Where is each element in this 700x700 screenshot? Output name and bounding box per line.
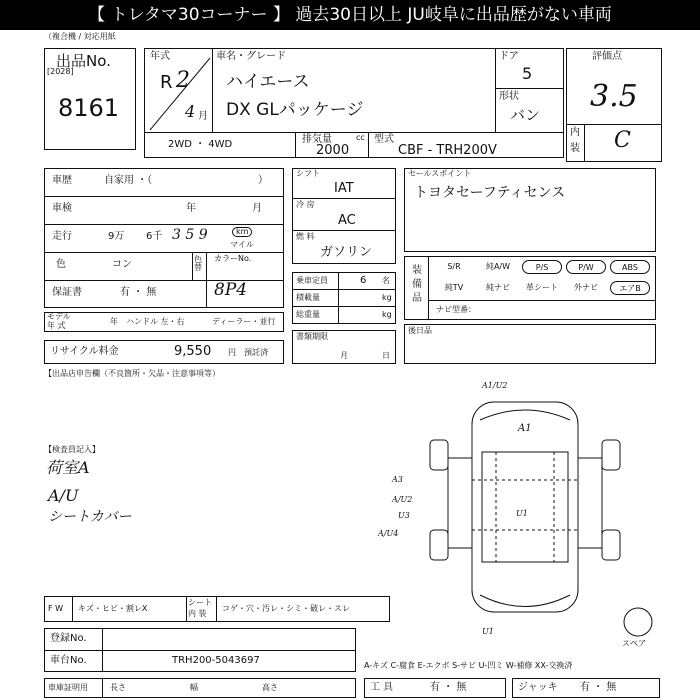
cert-box xyxy=(44,678,356,698)
interior-value: C xyxy=(614,128,631,153)
warranty-value: 有 ・ 無 xyxy=(120,287,157,298)
diagram-mark-7: U1 xyxy=(516,509,528,518)
tools-label: 工 具 xyxy=(370,682,394,693)
mileage-man: 9万 xyxy=(108,231,125,242)
inspector-line-2: A/U xyxy=(48,486,79,505)
jack-value: 有 ・ 無 xyxy=(580,682,617,693)
equipment-item: 純A/W xyxy=(485,262,511,271)
score-value: 3.5 xyxy=(590,79,638,114)
load-label: 積載量 xyxy=(296,293,320,302)
inspection-year: 年 xyxy=(186,203,196,214)
cert-length: 長さ xyxy=(110,683,126,692)
shape-label: 形状 xyxy=(499,91,519,102)
diagram-mark-6: A/U4 xyxy=(378,529,399,538)
recycle-unit: 円 xyxy=(228,348,236,357)
chassis-value: TRH200-5043697 xyxy=(172,655,260,666)
mileage-unit-km: km xyxy=(232,227,252,237)
fuel-value: ガソリン xyxy=(320,245,373,260)
color-no-label: カラーNo. xyxy=(214,254,252,263)
after-item-label: 後日品 xyxy=(408,326,432,335)
left-front-wheel xyxy=(430,440,448,470)
diagram-mark-4: A/U2 xyxy=(392,495,413,504)
after-item-box xyxy=(404,324,656,364)
front-bumper-line xyxy=(480,410,570,420)
cert-height: 高さ xyxy=(262,683,278,692)
car-cabin-outline xyxy=(482,452,568,562)
weight-label: 総重量 xyxy=(296,310,320,319)
chassis-label: 車台No. xyxy=(50,655,87,666)
displacement-value: 2000 xyxy=(316,143,350,158)
model-line-year: 年 xyxy=(110,317,118,326)
drive-value: 2WD ・ 4WD xyxy=(168,139,233,150)
seat-value: コゲ・穴・汚レ・シミ・破レ・スレ xyxy=(222,604,350,613)
car-grade: DX GLパッケージ xyxy=(226,100,364,120)
reg-no-label: 登録No. xyxy=(50,633,87,644)
recycle-value: 9,550 xyxy=(174,344,212,359)
mileage-label: 走行 xyxy=(52,231,72,242)
ac-label: 冷 房 xyxy=(296,200,315,209)
history-value: 自家用 ・（ xyxy=(104,175,153,186)
tools-value: 有 ・ 無 xyxy=(430,682,467,693)
inspection-month: 月 xyxy=(252,203,262,214)
inspector-label: 【検査員記入】 xyxy=(44,445,100,454)
shift-label: シフト xyxy=(296,169,320,178)
recycle-note: 預託済 xyxy=(244,348,268,357)
equipment-item: 外ナビ xyxy=(574,283,598,292)
seat-label-2: 内 装 xyxy=(188,609,207,618)
inspection-label: 車検 xyxy=(52,203,72,214)
color-change-label: 色替 xyxy=(194,255,202,272)
lot-label: 出品No. xyxy=(56,52,111,70)
model-code-label: 型式 xyxy=(374,134,394,145)
model-line-label-1: モデル xyxy=(47,312,71,321)
right-rear-wheel xyxy=(602,530,620,560)
right-door-panel xyxy=(578,458,602,548)
subnote: （複合機 / 対応用紙 xyxy=(44,32,116,41)
left-rear-wheel xyxy=(430,530,448,560)
mileage-rest: 3 5 9 xyxy=(172,227,208,243)
lot-number: 8161 xyxy=(58,94,120,122)
color-label: 色 xyxy=(56,259,66,270)
sales-point-value: トヨタセーフティセンス xyxy=(414,185,566,201)
damage-legend: A-キズ C-腐食 E-エクボ S-サビ U-凹ミ W-補修 XX-交換済 xyxy=(364,661,573,670)
cert-label: 車庫証明用 xyxy=(48,683,88,692)
interior-label-1: 内 xyxy=(570,127,580,138)
equipment-item: 革シート xyxy=(526,283,558,292)
spare-label: スペア xyxy=(622,639,646,648)
car-label: 車名・グレード xyxy=(216,51,286,62)
doors-label: ドア xyxy=(499,51,519,62)
equipment-item: 純TV xyxy=(444,283,464,292)
equipment-item: P/S xyxy=(522,260,562,274)
model-line-label-2: 年 式 xyxy=(47,321,66,330)
rear-bumper-line xyxy=(480,595,570,607)
recycle-label: リサイクル料金 xyxy=(50,346,119,357)
banner: 【 トレタマ30コーナー 】 過去30日以上 JU岐阜に出品歴がない車両 xyxy=(0,0,700,30)
diagram-mark-3: A3 xyxy=(392,475,403,484)
diagram-mark-8: U1 xyxy=(482,627,494,636)
registration-deadline-month: 月 xyxy=(340,351,348,360)
diagram-mark-2: A1 xyxy=(518,423,532,434)
displacement-label: 排気量 xyxy=(302,134,332,145)
capacity-label: 乗車定員 xyxy=(296,276,328,285)
fuel-label: 燃 料 xyxy=(296,232,315,241)
sales-point-label: セールスポイント xyxy=(408,169,472,178)
history-label: 車歴 xyxy=(52,175,72,186)
interior-label-2: 装 xyxy=(570,143,580,154)
sales-point-box xyxy=(404,168,656,252)
year-era: R xyxy=(160,72,173,93)
doors-value: 5 xyxy=(522,64,533,83)
car-name: ハイエース xyxy=(226,72,310,92)
registration-deadline-label: 書類期限 xyxy=(296,332,328,341)
navi-model-label: ナビ型番： xyxy=(436,305,476,314)
weight-unit: kg xyxy=(382,310,392,319)
spare-tire xyxy=(624,608,652,636)
model-code-value: CBF - TRH200V xyxy=(398,143,497,158)
color-no-value: 8P4 xyxy=(214,280,248,300)
shift-value: IAT xyxy=(334,181,354,196)
seat-label-1: シート xyxy=(188,598,212,607)
equipment-item: 純ナビ xyxy=(486,283,510,292)
score-label: 評価点 xyxy=(592,51,622,62)
equipment-label: 装備品 xyxy=(412,265,422,304)
ac-value: AC xyxy=(338,213,356,228)
lot-tag: [2028] xyxy=(47,67,74,76)
diagram-mark-1: A1/U2 xyxy=(482,381,508,390)
model-line-dealer: ディーラー・並行 xyxy=(212,317,276,326)
inspector-line-1: 荷室A xyxy=(46,458,90,477)
load-unit: kg xyxy=(382,293,392,302)
shape-value: バン xyxy=(510,106,541,124)
left-door-panel xyxy=(448,458,472,548)
fw-value: キズ・ヒビ・割レX xyxy=(78,604,148,613)
mileage-sen: 6千 xyxy=(146,231,163,242)
equipment-item: エアB xyxy=(610,281,650,295)
fw-label: F W xyxy=(48,604,64,613)
color-value: コン xyxy=(112,259,132,270)
registration-deadline-day: 日 xyxy=(382,351,390,360)
capacity-unit: 名 xyxy=(382,276,390,285)
year-value: 2 xyxy=(176,68,190,93)
diagram-mark-5: U3 xyxy=(398,511,410,520)
equipment-item: S/R xyxy=(447,262,461,271)
equipment-item: ABS xyxy=(610,260,650,274)
jack-label: ジャッキ xyxy=(518,682,558,693)
month-value: 4 xyxy=(185,102,196,121)
year-label: 年式 xyxy=(150,51,170,62)
mileage-unit-mile: マイル xyxy=(230,240,254,249)
month-unit: 月 xyxy=(198,111,208,122)
seller-notes-label: 【出品店申告欄（不良箇所・欠品・注意事項等） xyxy=(44,369,220,378)
cert-width: 幅 xyxy=(190,683,198,692)
warranty-label: 保証書 xyxy=(52,287,82,298)
equipment-item: P/W xyxy=(566,260,606,274)
displacement-unit: cc xyxy=(356,133,365,142)
inspector-line-3: シートカバー xyxy=(48,509,132,525)
right-front-wheel xyxy=(602,440,620,470)
history-close: ） xyxy=(258,175,268,186)
capacity-value: 6 xyxy=(360,275,367,286)
model-line-handle: ハンドル 左・右 xyxy=(126,317,185,326)
